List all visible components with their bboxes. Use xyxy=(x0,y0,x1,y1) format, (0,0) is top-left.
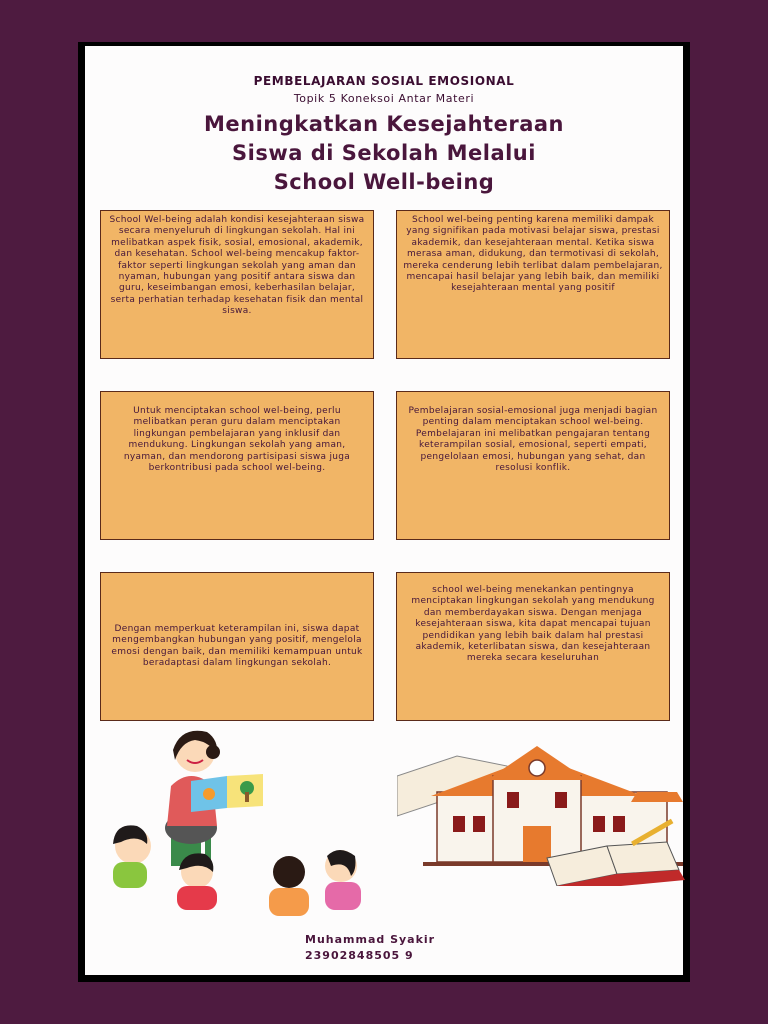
poster-page xyxy=(85,46,683,975)
info-card-importance xyxy=(396,210,670,359)
page-title xyxy=(85,110,683,197)
card-text: Untuk menciptakan school wel-being, perlu melibatkan peran guru dalam menciptakan lingkungan pembelajaran yang inklusif dan mendukung. Lingkungan sekolah yang aman, nyaman, dan mendorong partisipasi siswa juga berkontribusi pada school wel-being. xyxy=(123,406,351,474)
title-line: Meningkatkan Kesejahteraan xyxy=(204,112,564,136)
info-card-teacher-role xyxy=(100,391,374,540)
card-text: school wel-being menekankan pentingnya menciptakan lingkungan sekolah yang mendukung dan memberdayakan siswa. Dengan menjaga kesejahteraan siswa, kita dapat mencapai tujuan pendidikan yang lebih baik dalam hal prestasi akademik, keterlibatan siswa, dan kesejahteraan mereka secara keseluruhan xyxy=(411,585,655,664)
info-card-sel xyxy=(396,391,670,540)
kicker: PEMBELAJARAN SOSIAL EMOSIONAL xyxy=(253,74,515,88)
info-card-conclusion xyxy=(396,572,670,721)
title-line: School Well-being xyxy=(273,170,495,194)
info-card-skills xyxy=(100,572,374,721)
author-id: 23902848505 9 xyxy=(305,949,414,962)
info-card-definition xyxy=(100,210,374,359)
poster xyxy=(78,42,690,982)
card-text: School wel-being penting karena memiliki dampak yang signifikan pada motivasi belajar siswa, prestasi akademik, dan kesejahteraan mental. Ketika siswa merasa aman, didukung, dan termotivasi di sekolah, mereka cenderung lebih terlibat dalam pembelajaran, mencapai hasil belajar yang lebih baik, dan memiliki kesejahteraan mental yang positif xyxy=(403,215,663,294)
subkicker: Topik 5 Koneksoi Antar Materi xyxy=(293,92,475,105)
author-name: Muhammad Syakir xyxy=(305,933,436,946)
teacher-reading-illustration xyxy=(21,726,361,926)
school-building-illustration xyxy=(397,746,697,886)
card-text: Pembelajaran sosial-emosional juga menjadi bagian penting dalam menciptakan school wel-being. Pembelajaran ini melibatkan pengajaran tentang keterampilan sosial, emosional, seperti empati, pengelolaan emosi, hubungan yang sehat, dan resolusi konflik. xyxy=(408,406,658,474)
title-line: Siswa di Sekolah Melalui xyxy=(232,141,536,165)
card-text: Dengan memperkuat keterampilan ini, siswa dapat mengembangkan hubungan yang positif, mengelola emosi dengan baik, dan memiliki kemampuan untuk beradaptasi dalam lingkungan sekolah. xyxy=(111,623,363,668)
card-text: School Wel-being adalah kondisi kesejahteraan siswa secara menyeluruh di lingkungan sekolah. Hal ini melibatkan aspek fisik, sosial, emosional, akademik, dan kesehatan. School wel-being mencakup faktor-faktor seperti lingkungan sekolah yang aman dan nyaman, hubungan yang positif antara siswa dan guru, keseimbangan emosi, keberhasilan belajar, serta perhatian terhadap kesehatan fisik dan mental siswa. xyxy=(109,215,365,317)
